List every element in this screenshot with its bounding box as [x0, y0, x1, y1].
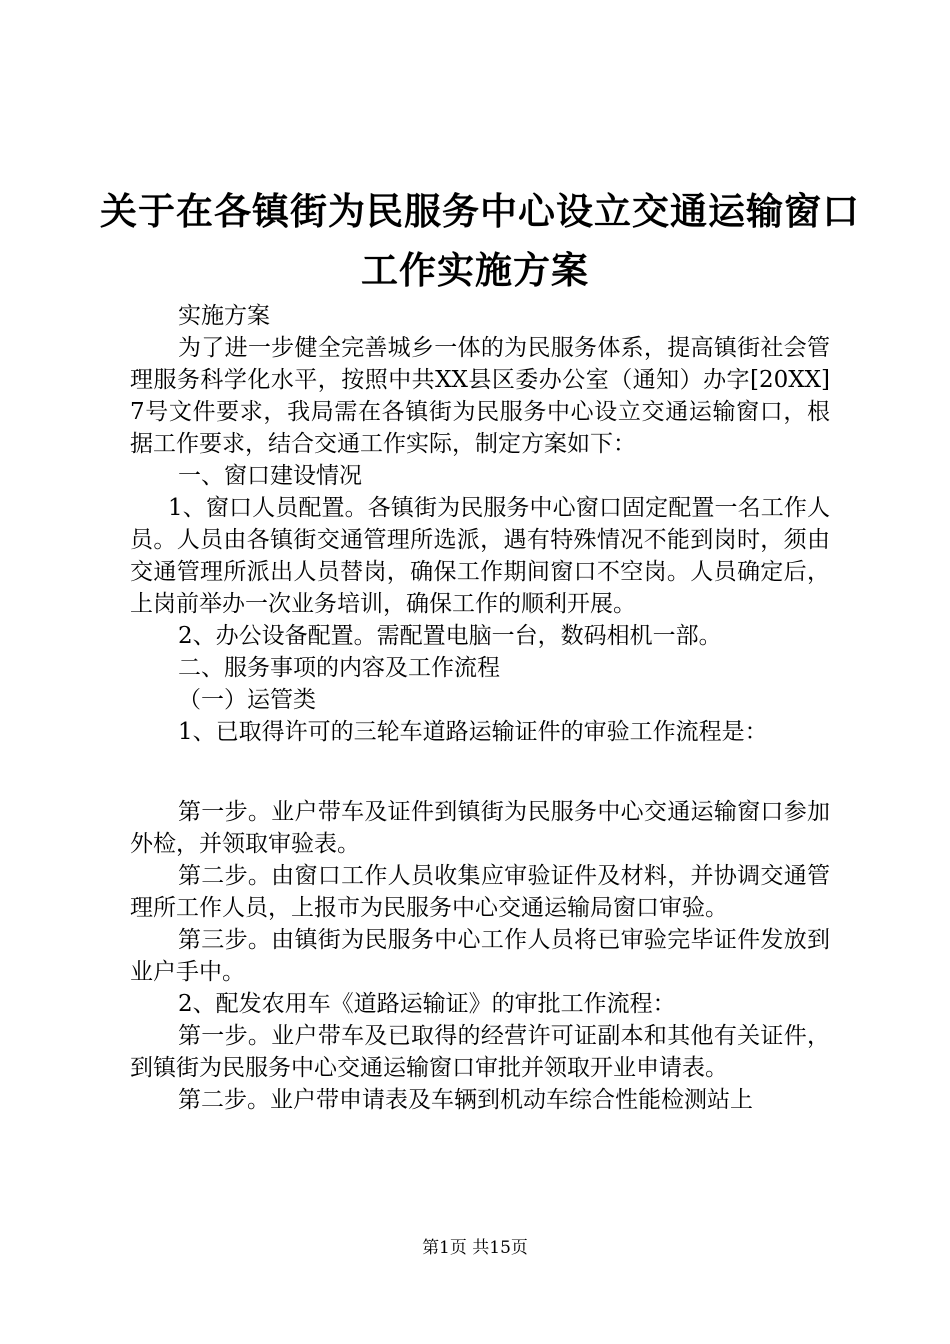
- subsection-heading-1: （一）运管类: [178, 687, 316, 713]
- paragraph-step-1: 第一步。业户带车及证件到镇街为民服务中心交通运输窗口参加外检，并领取审验表。: [130, 799, 830, 857]
- paragraph-equipment: 2、办公设备配置。需配置电脑一台，数码相机一部。: [178, 623, 722, 649]
- page-number-footer: 第1页 共15页: [422, 1238, 528, 1258]
- document-title-line-1: 关于在各镇街为民服务中心设立交通运输窗口: [100, 190, 860, 233]
- section-heading-2: 二、服务事项的内容及工作流程: [178, 655, 500, 681]
- blank-line: [130, 748, 830, 796]
- paragraph-process-1: 1、已取得许可的三轮车道路运输证件的审验工作流程是：: [178, 719, 768, 745]
- paragraph-process-2: 2、配发农用车《道路运输证》的审批工作流程：: [178, 991, 676, 1017]
- paragraph-step-2: 第二步。由窗口工作人员收集应审验证件及材料，并协调交通管理所工作人员，上报市为民服务中心交通运输局窗口审验。: [130, 863, 830, 921]
- paragraph-step-3: 第三步。由镇街为民服务中心工作人员将已审验完毕证件发放到业户手中。: [130, 927, 830, 985]
- section-heading-1: 一、窗口建设情况: [178, 463, 362, 489]
- paragraph-step-1b: 第一步。业户带车及已取得的经营许可证副本和其他有关证件，到镇街为民服务中心交通运输窗口审批并领取开业申请表。: [130, 1023, 830, 1081]
- paragraph-subtitle: 实施方案: [178, 303, 270, 329]
- paragraph-intro: 为了进一步健全完善城乡一体的为民服务体系，提高镇街社会管理服务科学化水平，按照中共XX县区委办公室（通知）办字[20XX]7号文件要求，我局需在各镇街为民服务中心设立交通运输窗口，根据工作要求，结合交通工作实际，制定方案如下：: [130, 335, 830, 457]
- paragraph-step-2b: 第二步。业户带申请表及车辆到机动车综合性能检测站上: [178, 1087, 753, 1113]
- document-body: [130, 300, 830, 1116]
- document-title-line-2: 工作实施方案: [361, 249, 589, 292]
- paragraph-staffing: 1、窗口人员配置。各镇街为民服务中心窗口固定配置一名工作人员。人员由各镇街交通管理所选派，遇有特殊情况不能到岗时，须由交通管理所派出人员替岗，确保工作期间窗口不空岗。人员确定后，上岗前举办一次业务培训，确保工作的顺利开展。: [130, 495, 830, 617]
